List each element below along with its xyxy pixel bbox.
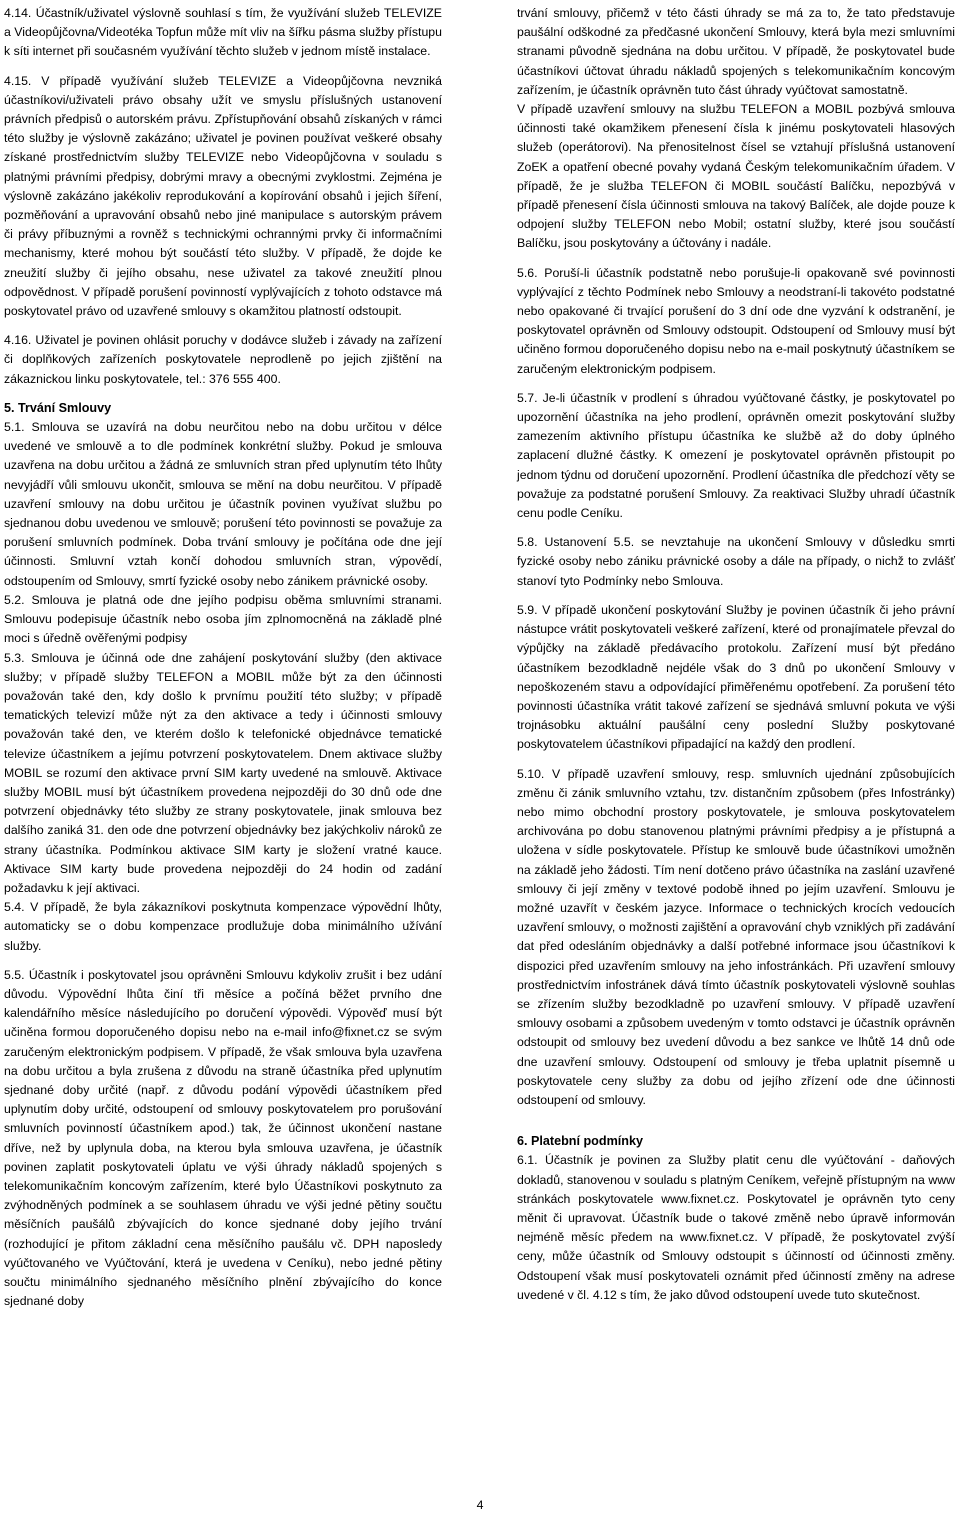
paragraph-5-1: 5.1. Smlouva se uzavírá na dobu neurčitou nebo na dobu určitou v délce uvedené ve smlouvě a to dle podmínek konkrétní služby. Pokud je smlouva uzavřena na dobu určitou a žádná ze smluvních stran před uplynutím této lhůty nevyjádří vůli smlouvu ukončit, smlouva se mění na dobu neurčitou. V případě uzavření smlouvy na dobu určitou je účastník povinen využívat službu po sjednanou dobu uvedenou ve smlouvě; porušení této povinnosti se považuje za porušení smluvních podmínek. Doba trvání smlouvy je počítána ode dne její účinnosti. Smluvní vztah končí dohodou smluvních stran, výpovědí, odstoupením od Smlouvy, smrtí fyzické osoby nebo zánikem právnické osoby. <box>4 420 442 588</box>
paragraph-5-5-number-porting: V případě uzavření smlouvy na službu TELEFON a MOBIL pozbývá smlouva účinnosti také okamžikem přenesení čísla k jinému poskytovateli hlasových služeb (operátorovi). Na přenositelnost čísel se vztahují příslušná ustanovení ZoEK a opatření obecné povahy vydaná Českým telekomunikačním úřadem. V případě, že je služba TELEFON či MOBIL součástí Balíčku, nepozbývá v případě přenesení čísla účinnosti smlouva na takový Balíček, ale dojde pouze k odpojení služby TELEFON nebo Mobil; ostatní služby, které jsou součástí Balíčku, jsou poskytovány a účtovány i nadále. <box>517 102 955 251</box>
paragraph-5-3: 5.3. Smlouva je účinná ode dne zahájení poskytování služby (den aktivace služby; v případě služby TELEFON a MOBIL může být za den účinnosti považován také den, kdy došlo k prvnímu použití této služby; v případě tematických televizí může nýt za den aktivace a tedy i účinnosti smlouvy považován také den, ve kterém došlo k telefonické objednávce tematické televize účastníkem a jejímu potvrzení poskytovatelem. Dnem aktivace služby MOBIL se rozumí den aktivace první SIM karty uvedené na smlouvě. Aktivace služby MOBIL musí být účastníkem provedena nejpozději do 30 dnů ode dne potvrzení objednávky této služby ze strany poskytovatele, jinak smlouva bez dalšího zaniká 31. den ode dne potvrzení objednávky bez jakýchkoliv nároků ze strany účastníka. Podmínkou aktivace SIM karty je složení vratné kauce. Aktivace SIM karty bude provedena nejpozději do 24 hodin od zadání požadavku k její aktivaci. <box>4 650 442 895</box>
section-heading-5: 5. Trvání Smlouvy <box>4 400 112 415</box>
paragraph-4-14: 4.14. Účastník/uživatel výslovně souhlasí s tím, že využívání služeb TELEVIZE a Videopůjčovna/Videotéka Topfun může mít vliv na šířku pásma služby přístupu k síti internet při současném využívání těchto služeb v jednom místě instalace. <box>4 6 442 59</box>
paragraph-5-4: 5.4. V případě, že byla zákazníkovi poskytnuta kompenzace výpovědní lhůty, automaticky se o dobu kompenzace prodlužuje doba minimálního užívání služby. <box>4 900 442 953</box>
paragraph-4-15: 4.15. V případě využívání služeb TELEVIZE a Videopůjčovna nevzniká účastníkovi/uživateli právo obsahy užít ve smyslu příslušných ustanovení právních předpisů o autorském právu. Zpřístupňování obsahů získaných v rámci této služby je výslovně zakázáno; uživatel je povinen používat veškeré obsahy získané prostřednictvím služby TELEVIZE nebo Videopůjčovna v souladu s platnými právními předpisy, dobrými mravy a obecnými zvyklostmi. Zejména je výslovně zakázáno jakékoliv reprodukování a kopírování obsahů i jejich šíření, pozměňování a upravování obsahů nebo jiné manipulace s autorským právem či právy příbuznými a rovněž s technickými ochrannými prvky či informačními mechanismy, které mohou být součástí této služby. V případě, že dojde ke zneužití služby či jejího obsahu, nese uživatel za takové zneužití plnou odpovědnost. V případě porušení povinností vyplývajících z tohoto odstavce má poskytovatel právo od uzavřené smlouvy s okamžitou platností odstoupit. <box>4 73 442 319</box>
paragraph-5-10: 5.10. V případě uzavření smlouvy, resp. smluvních ujednání způsobujících změnu či zánik smluvního vztahu, tzv. distančním způsobem (přes Infostránky) nebo mimo obchodní prostory poskytovatele, je smlouva poskytovatelem archivována po dobu stanovenou platnými právními předpisy a je přístupná a uložena v sídle poskytovatele. Přístup ke smlouvě bude účastníkovi umožněn na základě jeho žádosti. Tím není dotčeno právo účastníka na zaslání uzavřené smlouvy či její změny v textové podobě ihned po jejím uzavření. Smlouvu je možné uzavřít v českém jazyce. Informace o technických krocích vedoucích uzavření smlouvy, o možnosti zajištění a opravování chyb vzniklých při zadávání dat před odesláním objednávky a další potřebné informace jsou účastníkovi k dispozici před uzavřením smlouvy na jeho infostránkách. Při uzavření smlouvy prostřednictvím infostránek dává tímto účastník poskytovateli výslovně souhlas se zřízením služby bezodkladně po uzavření smlouvy. V případě uzavření smlouvy osobami a způsobem uvedeným v tomto odstavci je účastník oprávněn odstoupit od smlouvy bez uvedení důvodu a bez sankce ve lhůtě 14 dnů ode dne uzavření smlouvy. Odstoupení od smlouvy je třeba uplatnit písemně u poskytovatele ceny služby za dobu od jejího zřízení ode dne účinnosti odstoupení od smlouvy. <box>517 766 955 1107</box>
paragraph-5-5: 5.5. Účastník i poskytovatel jsou oprávněni Smlouvu kdykoliv zrušit i bez udání důvodu. Výpovědní lhůta činí tři měsíce a počíná běžet prvního dne kalendářního měsíce následujícího po doručení výpovědi. Výpověď musí být učiněna formou doporučeného dopisu nebo na e-mail info@fixnet.cz se svým zaručeným elektronickým podpisem. V případě, že však smlouva byla uzavřena na dobu určitou a byla zrušena z důvodu na straně účastníka před uplynutím sjednané doby určité (např. z důvodu podání výpovědi účastníkem před uplynutím doby určité, odstoupení od smlouvy poskytovatelem pro porušování smluvních povinností účastníkem apod.) tak, že účinnost ukončení nastane dříve, než by uplynula doba, na kterou byla smlouva uzavřena, je účastník povinen zaplatit poskytovateli úplatu ve výši úhrady nákladů spojených s telekomunikačním koncovým zařízením, které bylo Účastníkovi poskytnuto za zvýhodněných podmínek a se souhlasem úhradu ve výši jedné pětiny součtu měsíčních paušálů zbývajících do konce sjednané doby jejího trvání (rozhodující je přitom základní cena měsíčního paušálu vč. DPH naposledy vyúčtovaného ve Vyúčtování, která je uvedena v Ceníku), nebo jedné pětiny součtu minimálního sjednaného měsíčního plnění zbývajícího do konce sjednané doby <box>4 967 442 1309</box>
right-column <box>517 4 955 1305</box>
paragraph-5-5-continued: trvání smlouvy, přičemž v této části úhrady se má za to, že tato představuje paušální odškodné za předčasné ukončení Smlouvy, která byla mezi smluvními stranami původně sjednána na dobu určitou. V případě, že poskytovatel bude účastníkovi účtovat úhradu nákladů spojených s telekomunikačním koncovým zařízením, je účastník oprávněn tuto část úhrady vyúčtovat samostatně. <box>517 6 955 97</box>
left-column <box>4 4 442 1311</box>
paragraph-4-16: 4.16. Uživatel je povinen ohlásit poruchy v dodávce služeb i závady na zařízení či doplňkových zařízeních poskytovatele neprodleně po jejich zjištění na zákaznickou linku poskytovatele, tel.: 376 555 400. <box>4 333 442 386</box>
paragraph-5-9: 5.9. V případě ukončení poskytování Služby je povinen účastník či jeho právní nástupce vrátit poskytovateli veškeré zařízení, které od pronajímatele převzal do výpůjčky na základě předávacího protokolu. Zařízení musí být předáno účastníkem bezodkladně nejdéle však do 3 dnů po ukončení Smlouvy v nepoškozeném stavu a odpovídající přiměřenému opotřebení. Za porušení této povinnosti účastníka vrátit takové zařízení se sjednává smluvní pokuta ve výši trojnásobku aktuální paušální ceny poslední Služby poskytované poskytovatelem účastníkovi připadající na každý den prodlení. <box>517 602 955 752</box>
section-heading-6: 6. Platební podmínky <box>517 1134 643 1149</box>
paragraph-5-8: 5.8. Ustanovení 5.5. se nevztahuje na ukončení Smlouvy v důsledku smrti fyzické osoby nebo zániku právnické osoby a dále na případy, o nichž to zvlášť stanoví tyto Podmínky nebo Smlouva. <box>517 535 955 588</box>
paragraph-6-1: 6.1. Účastník je povinen za Služby platit cenu dle vyúčtování - daňových dokladů, stanovenou v souladu s platným Ceníkem, veřejně přístupným na www stránkách poskytovatele www.fixnet.cz. Poskytovatel je oprávněn tyto ceny měnit či upravovat. Účastník bude o takové změně nebo úpravě informován nejméně měsíc předem na www.fixnet.cz. V případě, že poskytovatel zvýší ceny, může účastník od Smlouvy odstoupit s účinností od účinnosti změny. Odstoupení však musí poskytovateli oznámit před účinností změny na adrese uvedené v čl. 4.12 s tím, že jako důvod odstoupení uvede tuto skutečnost. <box>517 1153 955 1302</box>
page-number: 4 <box>476 1498 484 1512</box>
paragraph-5-6: 5.6. Poruší-li účastník podstatně nebo porušuje-li opakovaně své povinnosti vyplývající z těchto Podmínek nebo Smlouvy a neodstraní-li takovéto podstatné nebo opakované či trvající porušení do 3 dní ode dne vyzvání k odstranění, je poskytovatel oprávněn od Smlouvy odstoupit. Odstoupení od Smlouvy musí být učiněno formou doporučeného dopisu nebo na e-mail poskytnutý účastníkem se zaručeným elektronickým podpisem. <box>517 265 955 376</box>
paragraph-5-2: 5.2. Smlouva je platná ode dne jejího podpisu oběma smluvními stranami. Smlouvu podepisuje účastník nebo osoba jím zplnomocněná na základě plné moci s úředně ověřenými podpisy <box>4 592 442 646</box>
paragraph-5-7: 5.7. Je-li účastník v prodlení s úhradou vyúčtované částky, je poskytovatel po upozornění účastníka na jeho prodlení, oprávněn omezit poskytování služby zamezením aktivního přístupu účastníka ke službě až do doby úplného zaplacení dlužné částky. K omezení je poskytovatel oprávněn přistoupit po jednom týdnu od doručení upozornění. Prodlení účastníka dle předchozí věty se považuje za podstatné porušení Smlouvy. Za reaktivaci Služby uhradí účastník cenu podle Ceníku. <box>517 390 955 521</box>
